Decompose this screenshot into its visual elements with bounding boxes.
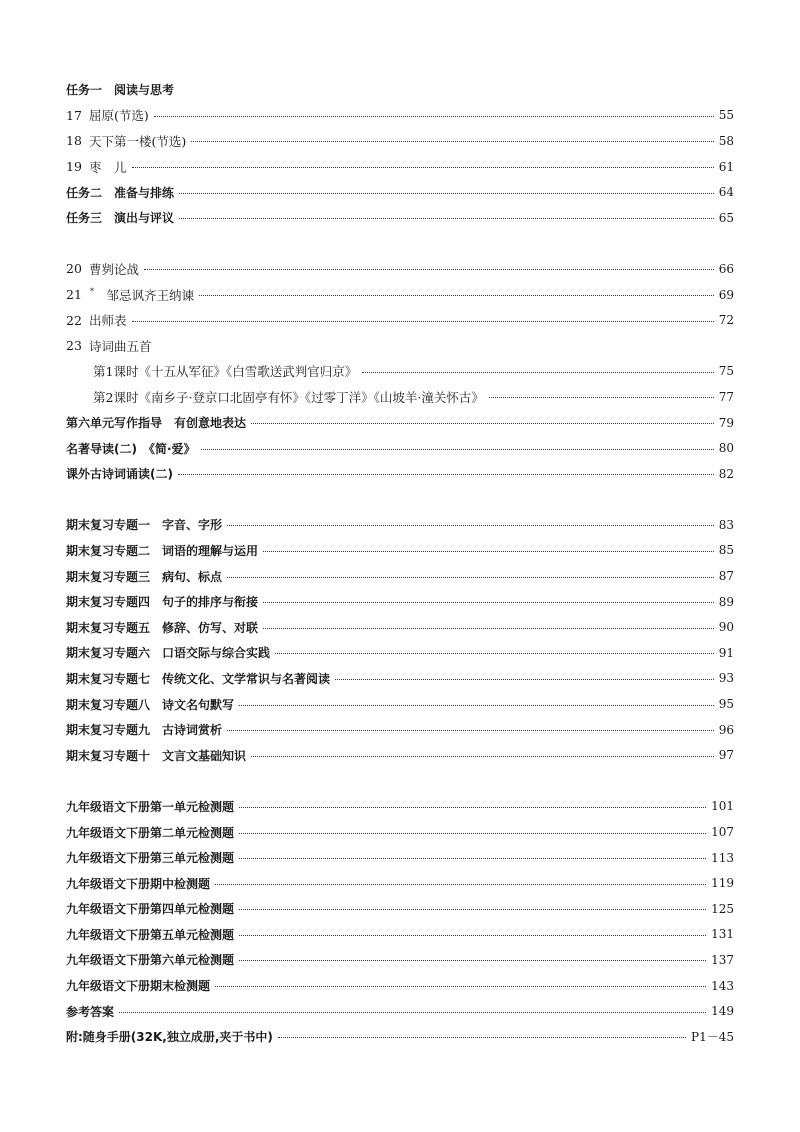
- entry-title: 枣 儿: [89, 159, 127, 175]
- page-number: 64: [718, 185, 734, 200]
- optional-mark: *: [90, 287, 94, 297]
- entry-title: 诗词曲五首: [89, 338, 152, 354]
- dot-leader: [239, 833, 706, 834]
- page-number: 87: [718, 569, 734, 584]
- page-number: 55: [718, 108, 734, 123]
- toc-entry[interactable]: [66, 384, 734, 410]
- entry-title: 屈原(节选): [89, 108, 149, 124]
- entry-title: 期末复习专题十 文言文基础知识: [66, 748, 247, 763]
- page-number: 125: [711, 901, 734, 916]
- page-number: 137: [711, 952, 734, 967]
- toc-entry[interactable]: [66, 461, 734, 487]
- toc-entry[interactable]: [66, 640, 734, 666]
- toc-entry[interactable]: [66, 307, 734, 333]
- page-number: 95: [718, 697, 734, 712]
- dot-leader: [239, 935, 706, 936]
- dot-leader: [335, 679, 714, 680]
- toc-entry[interactable]: [66, 998, 734, 1024]
- dot-leader: [239, 858, 706, 859]
- dot-leader: [201, 449, 714, 450]
- dot-leader: [251, 756, 714, 757]
- entry-title: 任务一 阅读与思考: [66, 83, 175, 98]
- dot-leader: [132, 167, 714, 168]
- dot-leader: [227, 577, 714, 578]
- page-number: 101: [711, 799, 734, 814]
- dot-leader: [215, 884, 706, 885]
- toc-entry[interactable]: [66, 410, 734, 436]
- entry-title: 第2课时《南乡子·登京口北固亭有怀》《过零丁洋》《山坡羊·潼关怀古》: [93, 389, 484, 405]
- entry-title: 出师表: [89, 313, 127, 329]
- toc-entry[interactable]: [66, 717, 734, 743]
- entry-title-text: 邹忌讽齐王纳谏: [106, 287, 195, 303]
- toc-entry[interactable]: [66, 922, 734, 948]
- toc-entry[interactable]: [66, 154, 734, 180]
- page-number: 89: [718, 594, 734, 609]
- page-number: 58: [718, 133, 734, 148]
- dot-leader: [251, 423, 714, 424]
- dot-leader: [179, 193, 714, 194]
- page-number: 149: [711, 1004, 734, 1019]
- toc-entry[interactable]: [66, 589, 734, 615]
- page-number: 131: [711, 927, 734, 942]
- entry-title: 期末复习专题三 病句、标点: [66, 569, 223, 584]
- entry-title: 第六单元写作指导 有创意地表达: [66, 416, 247, 431]
- dot-leader: [144, 269, 714, 270]
- entry-number: 18: [66, 133, 82, 149]
- entry-title: 期末复习专题二 词语的理解与运用: [66, 543, 259, 558]
- table-of-contents: [66, 77, 734, 1050]
- toc-entry[interactable]: [66, 179, 734, 205]
- dot-leader: [227, 730, 714, 731]
- page-number: 96: [718, 722, 734, 737]
- entry-title: 附:随身手册(32K,独立成册,夹于书中): [66, 1030, 273, 1045]
- dot-leader: [263, 602, 714, 603]
- toc-entry[interactable]: [66, 77, 734, 103]
- entry-title: 期末复习专题七 传统文化、文学常识与名著阅读: [66, 671, 331, 686]
- entry-number: 22: [66, 312, 82, 328]
- toc-entry[interactable]: [66, 845, 734, 871]
- toc-entry[interactable]: [66, 256, 734, 282]
- dot-leader: [154, 116, 714, 117]
- dot-leader: [199, 295, 714, 296]
- page-number: 77: [718, 389, 734, 404]
- page-number: 66: [718, 261, 734, 276]
- entry-title: 参考答案: [66, 1004, 115, 1019]
- entry-title: 任务三 演出与评议: [66, 211, 175, 226]
- entry-title: 期末复习专题九 古诗词赏析: [66, 723, 223, 738]
- page-number: 79: [718, 415, 734, 430]
- page-number: 75: [718, 364, 734, 379]
- toc-entry[interactable]: [66, 538, 734, 564]
- entry-title: 九年级语文下册期中检测题: [66, 876, 211, 891]
- toc-entry[interactable]: [66, 1024, 734, 1050]
- dot-leader: [227, 525, 714, 526]
- dot-leader: [263, 551, 714, 552]
- toc-entry[interactable]: [66, 666, 734, 692]
- page-number: 93: [718, 671, 734, 686]
- toc-entry[interactable]: [66, 870, 734, 896]
- page-number: 69: [718, 287, 734, 302]
- toc-entry[interactable]: [66, 282, 734, 308]
- entry-title: 曹刿论战: [89, 261, 140, 277]
- entry-title: 任务二 准备与排练: [66, 185, 175, 200]
- page-number: 65: [718, 210, 734, 225]
- entry-title: 期末复习专题六 口语交际与综合实践: [66, 646, 271, 661]
- entry-title: 九年级语文下册第三单元检测题: [66, 851, 235, 866]
- toc-entry[interactable]: [66, 819, 734, 845]
- entry-title: 名著导读(二) 《简·爱》: [66, 441, 196, 456]
- section-gap: [66, 231, 734, 257]
- entry-title: 课外古诗词诵读(二): [66, 467, 173, 482]
- entry-title: 期末复习专题八 诗文名句默写: [66, 697, 235, 712]
- dot-leader: [178, 474, 714, 475]
- entry-title: 期末复习专题四 句子的排序与衔接: [66, 595, 259, 610]
- toc-entry[interactable]: [66, 614, 734, 640]
- toc-entry[interactable]: [66, 205, 734, 231]
- entry-title: 九年级语文下册第二单元检测题: [66, 825, 235, 840]
- toc-entry[interactable]: [66, 103, 734, 129]
- toc-entry[interactable]: [66, 794, 734, 820]
- entry-title: 期末复习专题五 修辞、仿写、对联: [66, 620, 259, 635]
- section-gap: [66, 487, 734, 513]
- dot-leader: [179, 218, 714, 219]
- entry-title: 期末复习专题一 字音、字形: [66, 518, 223, 533]
- page-number: 90: [718, 620, 734, 635]
- toc-entry[interactable]: [66, 128, 734, 154]
- page-number: 107: [711, 825, 734, 840]
- page-number: 143: [711, 978, 734, 993]
- toc-entry[interactable]: [66, 973, 734, 999]
- toc-entry[interactable]: [66, 512, 734, 538]
- entry-title: 九年级语文下册期末检测题: [66, 979, 211, 994]
- toc-entry[interactable]: [66, 691, 734, 717]
- toc-entry[interactable]: [66, 563, 734, 589]
- page-number: 97: [718, 748, 734, 763]
- page-number: 113: [711, 850, 734, 865]
- page-number: 119: [711, 876, 734, 891]
- dot-leader: [119, 1012, 706, 1013]
- dot-leader: [239, 705, 714, 706]
- dot-leader: [191, 141, 713, 142]
- dot-leader: [132, 321, 714, 322]
- dot-leader: [239, 909, 706, 910]
- toc-entry[interactable]: [66, 333, 734, 359]
- page-number: 72: [718, 313, 734, 328]
- entry-number: 17: [66, 107, 82, 123]
- toc-entry[interactable]: [66, 947, 734, 973]
- toc-entry[interactable]: [66, 896, 734, 922]
- entry-number: 23: [66, 338, 82, 354]
- entry-title: 天下第一楼(节选): [89, 133, 187, 149]
- toc-entry[interactable]: [66, 435, 734, 461]
- dot-leader: [278, 1037, 686, 1038]
- page-number: 91: [718, 645, 734, 660]
- entry-number: 19: [66, 159, 82, 175]
- section-gap: [66, 768, 734, 794]
- page-number: 83: [718, 517, 734, 532]
- entry-title: 九年级语文下册第一单元检测题: [66, 799, 235, 814]
- entry-title: 九年级语文下册第六单元检测题: [66, 953, 235, 968]
- page-number: 61: [718, 159, 734, 174]
- entry-number: 20: [66, 261, 82, 277]
- entry-number: 21: [66, 287, 82, 303]
- toc-entry[interactable]: [66, 742, 734, 768]
- page-number: 80: [718, 441, 734, 456]
- dot-leader: [215, 986, 706, 987]
- entry-title: [89, 286, 194, 304]
- dot-leader: [239, 807, 706, 808]
- page-number: 85: [718, 543, 734, 558]
- dot-leader: [239, 960, 706, 961]
- entry-title: 九年级语文下册第四单元检测题: [66, 902, 235, 917]
- dot-leader: [263, 628, 714, 629]
- toc-entry[interactable]: [66, 359, 734, 385]
- dot-leader: [275, 653, 714, 654]
- dot-leader: [489, 397, 714, 398]
- page-number: P1－45: [691, 1030, 734, 1045]
- page-number: 82: [718, 466, 734, 481]
- entry-title: 第1课时《十五从军征》《白雪歌送武判官归京》: [93, 364, 358, 380]
- entry-title: 九年级语文下册第五单元检测题: [66, 927, 235, 942]
- dot-leader: [362, 372, 714, 373]
